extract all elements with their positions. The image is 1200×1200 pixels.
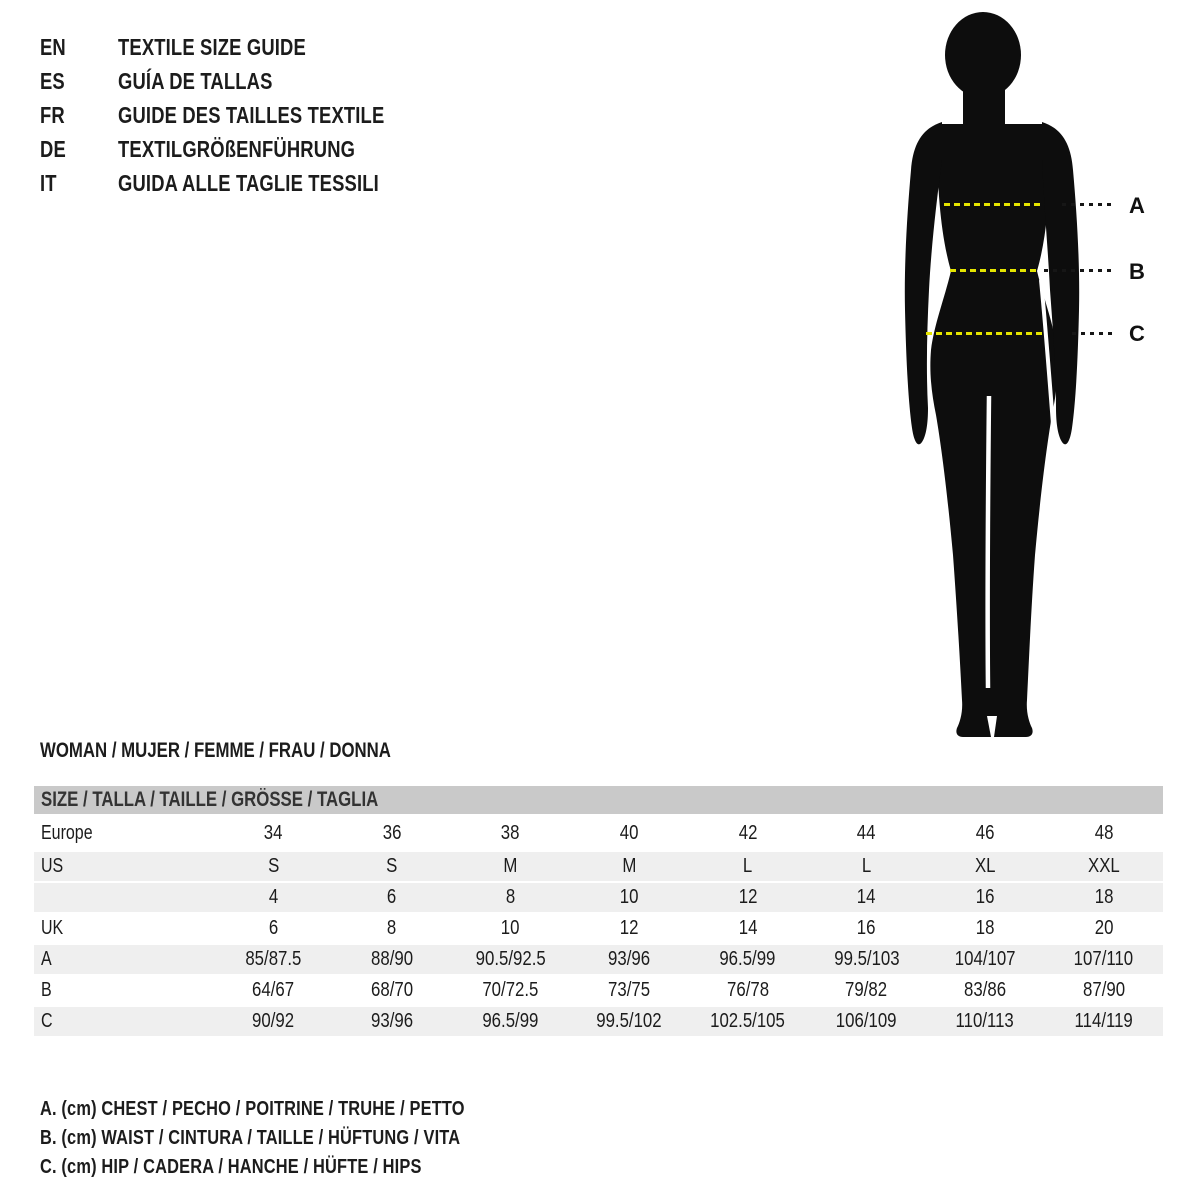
language-title [118, 136, 414, 163]
language-title-text: GUÍA DE TALLAS [118, 67, 273, 94]
size-cell [1044, 979, 1163, 1002]
size-cell [926, 1010, 1045, 1033]
size-cell [1044, 855, 1163, 878]
table-header [34, 786, 1163, 814]
size-cell [214, 822, 333, 845]
size-cell-text: 10 [619, 886, 639, 908]
language-code [40, 68, 118, 95]
size-cell [333, 886, 452, 909]
size-cell [689, 855, 808, 878]
language-title [118, 170, 444, 197]
size-cell-text: 40 [619, 822, 639, 844]
size-cell [451, 886, 570, 909]
size-cell-text: 38 [501, 822, 520, 844]
row-label [34, 1010, 214, 1033]
size-cell-text: S [386, 855, 398, 877]
table-row [34, 1007, 1163, 1036]
size-cell-text: 16 [975, 886, 995, 908]
size-cell [926, 948, 1045, 971]
size-cell-text: 102.5/105 [710, 1010, 786, 1032]
language-code-text: ES [40, 67, 65, 94]
size-cell [451, 948, 570, 971]
language-code-text: DE [40, 135, 66, 162]
waist-measure-dash [950, 269, 1037, 272]
language-title-text: GUIDE DES TAILLES TEXTILE [118, 101, 385, 128]
size-cell [214, 886, 333, 909]
section-heading [40, 739, 479, 763]
table-row [34, 817, 1163, 850]
marker-letter-waist: B [1129, 259, 1145, 284]
size-cell-text: 110/113 [955, 1010, 1015, 1032]
size-cell-text: 12 [619, 917, 639, 939]
size-table [34, 786, 1163, 1038]
size-cell [689, 1010, 808, 1033]
size-cell [214, 948, 333, 971]
size-cell [333, 979, 452, 1002]
language-row [40, 98, 451, 132]
size-cell [570, 1010, 689, 1033]
size-cell [926, 917, 1045, 940]
waist-leader-dots [1044, 269, 1114, 272]
legend-item [40, 1152, 571, 1181]
marker-letter-chest: A [1129, 193, 1145, 218]
language-code [40, 170, 118, 197]
language-code [40, 102, 118, 129]
size-cell [689, 822, 808, 845]
table-row [34, 914, 1163, 943]
size-cell [807, 979, 926, 1002]
size-cell-text: 6 [387, 886, 397, 908]
woman-silhouette-icon [860, 0, 1200, 760]
row-label [34, 855, 214, 878]
language-code-text: EN [40, 33, 66, 60]
size-cell-text: 20 [1094, 917, 1114, 939]
table-row [34, 852, 1163, 881]
size-cell [1044, 822, 1163, 845]
size-cell [926, 855, 1045, 878]
size-cell-text: 90.5/92.5 [475, 948, 546, 970]
row-label [34, 948, 214, 971]
hip-measure-dash [926, 332, 1043, 335]
row-label-text: B [41, 979, 52, 1001]
size-cell [689, 979, 808, 1002]
size-cell [807, 822, 926, 845]
size-cell-text: 42 [738, 822, 758, 844]
legend-item [40, 1123, 571, 1152]
size-cell-text: 14 [738, 917, 758, 939]
size-cell-text: 96.5/99 [719, 948, 776, 970]
size-cell-text: M [503, 855, 518, 877]
language-title [118, 34, 353, 61]
size-cell-text: L [861, 855, 872, 877]
chest-measure-dash [944, 203, 1040, 206]
size-cell [570, 948, 689, 971]
language-title-text: TEXTILGRÖßENFÜHRUNG [118, 135, 356, 162]
size-cell-text: 68/70 [370, 979, 413, 1001]
table-row [34, 945, 1163, 974]
language-code [40, 136, 118, 163]
size-cell-text: 8 [387, 917, 397, 939]
size-cell-text: 6 [268, 917, 278, 939]
size-cell [689, 948, 808, 971]
size-cell-text: 93/96 [608, 948, 651, 970]
row-label-text: UK [41, 917, 64, 939]
size-cell-text: 14 [857, 886, 876, 908]
size-cell [570, 917, 689, 940]
size-cell [451, 1010, 570, 1033]
size-cell-text: 76/78 [726, 979, 769, 1001]
size-cell [1044, 917, 1163, 940]
language-title-text: TEXTILE SIZE GUIDE [118, 33, 306, 60]
language-code [40, 34, 118, 61]
size-cell-text: 99.5/103 [833, 948, 900, 970]
size-cell [214, 1010, 333, 1033]
row-label [34, 917, 214, 940]
size-cell [451, 917, 570, 940]
chest-leader-dots [1062, 203, 1114, 206]
size-cell-text: 99.5/102 [596, 1010, 662, 1032]
size-cell-text: 36 [382, 822, 402, 844]
size-cell-text: 73/75 [608, 979, 651, 1001]
row-label-text: Europe [41, 822, 93, 844]
size-cell-text: 88/90 [370, 948, 413, 970]
language-title-text: GUIDA ALLE TAGLIE TESSILI [118, 169, 379, 196]
marker-letter-hip: C [1129, 321, 1145, 346]
size-cell-text: 4 [268, 886, 278, 908]
size-cell-text: XL [974, 855, 996, 877]
size-cell [570, 886, 689, 909]
language-code-text: FR [40, 101, 65, 128]
size-cell [1044, 948, 1163, 971]
size-cell [689, 917, 808, 940]
size-cell-text: 79/82 [845, 979, 888, 1001]
size-cell [807, 948, 926, 971]
size-cell [807, 855, 926, 878]
table-row [34, 883, 1163, 912]
size-cell-text: 83/86 [964, 979, 1007, 1001]
language-title-list [40, 30, 451, 200]
row-label-text: A [41, 948, 52, 970]
row-label [34, 979, 214, 1002]
size-cell [451, 855, 570, 878]
size-cell [570, 855, 689, 878]
size-cell [807, 886, 926, 909]
size-cell [214, 917, 333, 940]
size-cell [214, 855, 333, 878]
legend-item-text: A. (cm) CHEST / PECHO / POITRINE / TRUHE / PETTO [40, 1096, 465, 1120]
size-cell [570, 822, 689, 845]
size-cell-text: 10 [501, 917, 520, 939]
size-cell [1044, 886, 1163, 909]
size-cell-text: 48 [1094, 822, 1114, 844]
row-label-text: C [41, 1010, 53, 1032]
size-cell [926, 822, 1045, 845]
measure-legend [40, 1094, 571, 1181]
size-cell-text: 34 [263, 822, 283, 844]
size-cell-text: S [267, 855, 279, 877]
body-silhouette-figure [860, 0, 1200, 760]
language-title [118, 68, 311, 95]
size-cell [333, 948, 452, 971]
size-table-body [34, 817, 1163, 1036]
language-row [40, 64, 451, 98]
size-cell-text: 64/67 [252, 979, 295, 1001]
size-cell [333, 917, 452, 940]
row-label [34, 822, 214, 845]
size-cell-text: 106/109 [836, 1010, 897, 1032]
row-label [34, 886, 214, 909]
language-row [40, 132, 451, 166]
size-cell-text: L [743, 855, 753, 877]
size-cell [807, 1010, 926, 1033]
size-cell [807, 917, 926, 940]
size-cell [333, 822, 452, 845]
hip-leader-dots [1072, 332, 1114, 335]
table-header-text: SIZE / TALLA / TAILLE / GRÖSSE / TAGLIA [41, 788, 379, 811]
size-cell-text: 93/96 [370, 1010, 413, 1032]
size-cell [689, 886, 808, 909]
size-cell-text: 96.5/99 [482, 1010, 539, 1032]
size-cell [570, 979, 689, 1002]
size-cell-text: 18 [1094, 886, 1114, 908]
size-cell-text: 46 [975, 822, 995, 844]
row-label-text: US [41, 855, 64, 877]
legend-item-text: B. (cm) WAIST / CINTURA / TAILLE / HÜFTUNG / VITA [40, 1125, 461, 1149]
size-cell-text: 90/92 [252, 1010, 295, 1032]
size-cell [333, 855, 452, 878]
legend-item-text: C. (cm) HIP / CADERA / HANCHE / HÜFTE / HIPS [40, 1154, 422, 1178]
language-title [118, 102, 451, 129]
size-cell-text: 18 [975, 917, 995, 939]
size-cell-text: 114/119 [1074, 1010, 1133, 1032]
language-code-text: IT [40, 169, 57, 196]
size-cell [926, 979, 1045, 1002]
size-cell-text: 70/72.5 [482, 979, 539, 1001]
size-cell-text: 44 [857, 822, 876, 844]
size-cell [451, 822, 570, 845]
size-cell-text: XXL [1087, 855, 1120, 877]
size-cell [333, 1010, 452, 1033]
size-cell [1044, 1010, 1163, 1033]
size-cell [451, 979, 570, 1002]
section-heading-text: WOMAN / MUJER / FEMME / FRAU / DONNA [40, 739, 391, 762]
language-row [40, 166, 451, 200]
size-cell-text: 107/110 [1073, 948, 1134, 970]
size-cell-text: 12 [738, 886, 758, 908]
size-cell-text: M [622, 855, 637, 877]
size-cell-text: 87/90 [1082, 979, 1125, 1001]
size-cell-text: 16 [857, 917, 876, 939]
size-cell [926, 886, 1045, 909]
legend-item [40, 1094, 571, 1123]
table-row [34, 976, 1163, 1005]
size-cell-text: 104/107 [954, 948, 1016, 970]
size-cell-text: 85/87.5 [245, 948, 302, 970]
language-row [40, 30, 451, 64]
size-cell [214, 979, 333, 1002]
size-cell-text: 8 [505, 886, 516, 908]
